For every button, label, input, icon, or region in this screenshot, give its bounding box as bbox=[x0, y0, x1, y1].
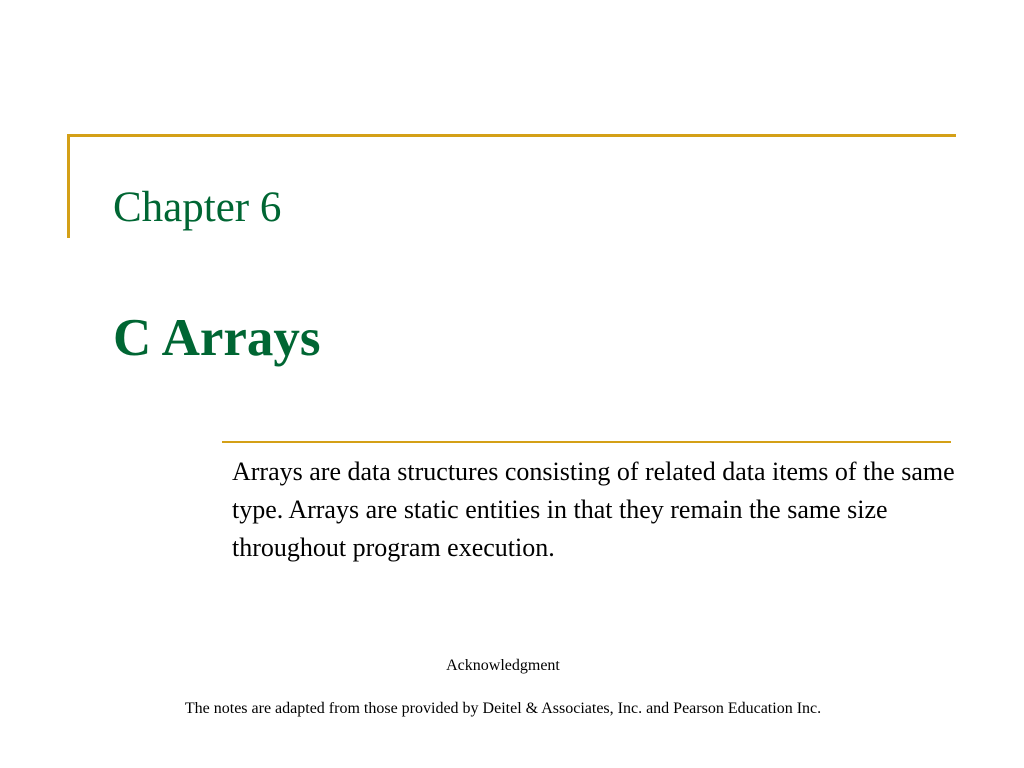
main-title: C Arrays bbox=[113, 309, 321, 367]
slide-description: Arrays are data structures consisting of related data items of the same type. Arrays are static entities in that they remain the same size throughout program execution. bbox=[232, 457, 955, 562]
left-accent-rule bbox=[67, 134, 70, 238]
subtitle-accent-rule bbox=[222, 441, 951, 443]
acknowledgment-heading: Acknowledgment bbox=[446, 657, 560, 674]
acknowledgment-text: The notes are adapted from those provided by Deitel & Associates, Inc. and Pearson Education Inc. bbox=[184, 700, 822, 717]
chapter-title: Chapter 6 bbox=[113, 184, 282, 231]
top-accent-rule bbox=[67, 134, 956, 137]
